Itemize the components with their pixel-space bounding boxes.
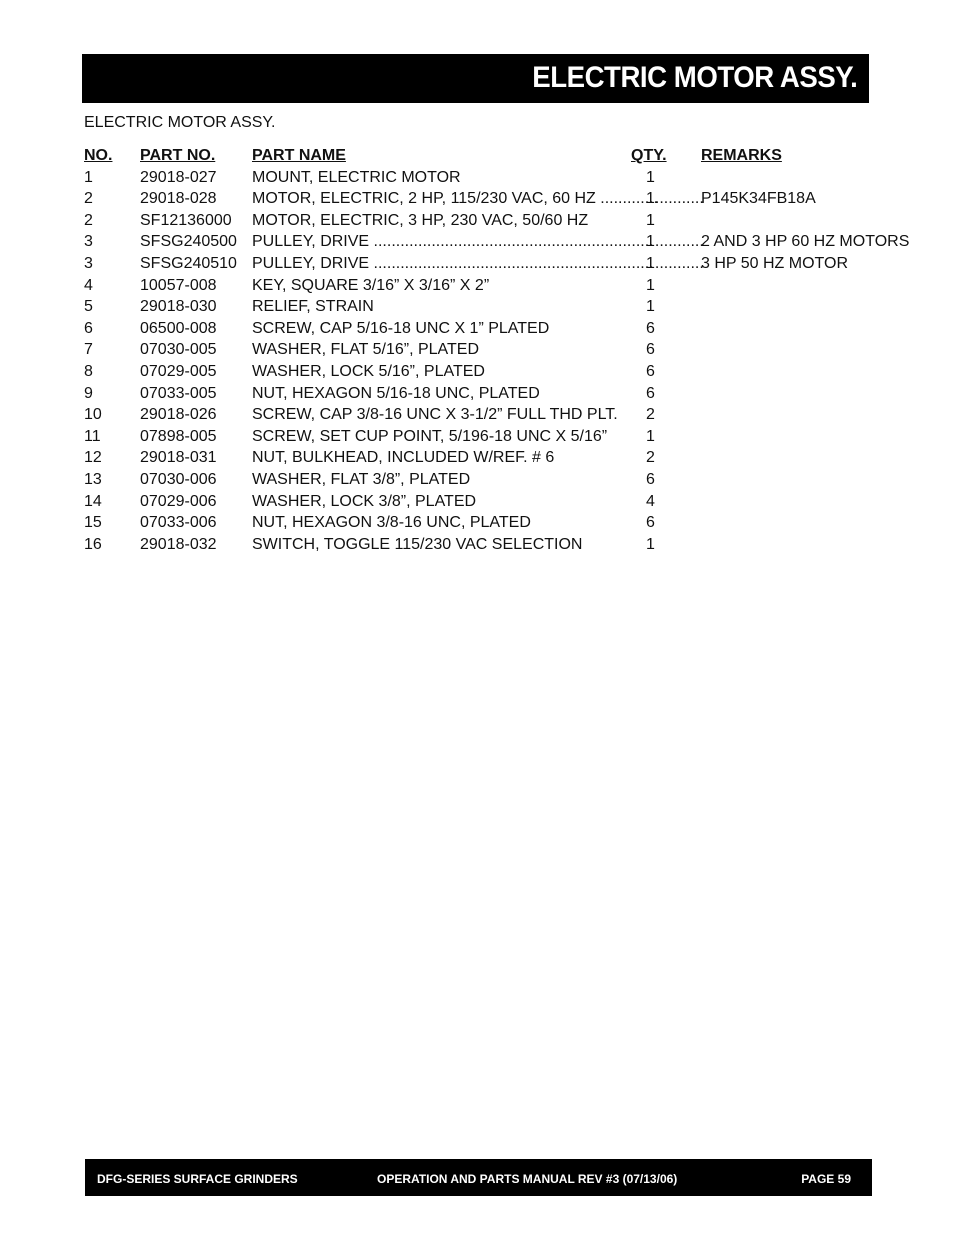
row-part-no: 29018-028 [140, 190, 217, 208]
row-qty: 6 [646, 362, 655, 380]
row-qty: 1 [646, 168, 655, 186]
header-qty: QTY. [631, 147, 667, 164]
row-part-no: SF12136000 [140, 211, 232, 229]
row-part-name: WASHER, FLAT 5/16”, PLATED [252, 341, 480, 359]
title-bar [82, 54, 869, 103]
row-qty: 1 [646, 276, 655, 294]
row-qty: 1........... [646, 254, 704, 272]
row-no: 14 [84, 492, 102, 510]
row-no: 3 [84, 254, 93, 272]
row-part-name: SCREW, CAP 5/16-18 UNC X 1” PLATED [252, 319, 550, 337]
row-part-name: MOUNT, ELECTRIC MOTOR [252, 168, 461, 186]
row-remarks: 3 HP 50 HZ MOTOR [701, 254, 848, 272]
page-title: ELECTRIC MOTOR ASSY. [531, 61, 857, 94]
row-part-no: 29018-031 [140, 449, 217, 467]
row-part-no: SFSG240510 [140, 254, 237, 272]
row-part-name: PULLEY, DRIVE ............................................................... [252, 233, 654, 251]
row-no: 9 [84, 384, 93, 402]
row-part-no: 07898-005 [140, 427, 217, 445]
row-part-no: 29018-030 [140, 298, 217, 316]
row-no: 16 [84, 535, 102, 553]
row-no: 8 [84, 362, 93, 380]
row-qty: 1........... [646, 190, 704, 208]
row-no: 6 [84, 319, 93, 337]
row-no: 2 [84, 190, 93, 208]
row-part-name: WASHER, LOCK 3/8”, PLATED [252, 492, 477, 510]
header-remarks: REMARKS [701, 147, 782, 164]
row-part-name: MOTOR, ELECTRIC, 2 HP, 115/230 VAC, 60 HZ ............. [252, 190, 659, 208]
row-part-name: PULLEY, DRIVE ............................................................... [252, 254, 654, 272]
row-qty: 2 [646, 406, 655, 424]
row-remarks: P145K34FB18A [701, 190, 816, 208]
row-part-no: 06500-008 [140, 319, 217, 337]
row-part-name: SCREW, SET CUP POINT, 5/196-18 UNC X 5/16” [252, 427, 608, 445]
row-part-no: 07030-005 [140, 341, 217, 359]
row-no: 1 [84, 168, 93, 186]
row-part-name: NUT, BULKHEAD, INCLUDED W/REF. # 6 [252, 449, 555, 467]
row-qty: 6 [646, 470, 655, 488]
row-qty: 1........... [646, 233, 704, 251]
row-no: 3 [84, 233, 93, 251]
footer-left: DFG-SERIES SURFACE GRINDERS [97, 1172, 298, 1186]
row-no: 15 [84, 514, 102, 532]
row-qty: 1 [646, 211, 655, 229]
row-no: 11 [84, 427, 101, 445]
row-qty: 2 [646, 449, 655, 467]
row-part-name: MOTOR, ELECTRIC, 3 HP, 230 VAC, 50/60 HZ [252, 211, 589, 229]
row-no: 5 [84, 298, 93, 316]
row-part-no: 07030-006 [140, 470, 217, 488]
row-part-name: WASHER, LOCK 5/16”, PLATED [252, 362, 485, 380]
row-qty: 6 [646, 341, 655, 359]
row-part-no: 10057-008 [140, 276, 217, 294]
footer-bar [85, 1159, 872, 1196]
row-part-no: 29018-032 [140, 535, 217, 553]
row-part-no: 29018-026 [140, 406, 217, 424]
row-part-no: 07029-005 [140, 362, 217, 380]
footer-center: OPERATION AND PARTS MANUAL REV #3 (07/13/06) [377, 1172, 678, 1186]
row-part-name: NUT, HEXAGON 3/8-16 UNC, PLATED [252, 514, 531, 532]
row-part-name: SWITCH, TOGGLE 115/230 VAC SELECTION [252, 535, 583, 553]
row-qty: 4 [646, 492, 655, 510]
row-part-no: 07033-005 [140, 384, 217, 402]
row-no: 10 [84, 406, 102, 424]
row-part-name: NUT, HEXAGON 5/16-18 UNC, PLATED [252, 384, 540, 402]
row-remarks: 2 AND 3 HP 60 HZ MOTORS [701, 233, 910, 251]
row-qty: 1 [646, 298, 655, 316]
row-no: 2 [84, 211, 93, 229]
header-no: NO. [84, 147, 113, 164]
row-part-no: 29018-027 [140, 168, 217, 186]
row-no: 12 [84, 449, 102, 467]
row-no: 7 [84, 341, 93, 359]
row-qty: 1 [646, 535, 655, 553]
row-part-name: RELIEF, STRAIN [252, 298, 374, 316]
header-part-name: PART NAME [252, 147, 346, 164]
row-qty: 1 [646, 427, 655, 445]
row-part-name: WASHER, FLAT 3/8”, PLATED [252, 470, 471, 488]
row-no: 4 [84, 276, 93, 294]
section-subtitle: ELECTRIC MOTOR ASSY. [84, 114, 276, 131]
row-qty: 6 [646, 384, 655, 402]
row-qty: 6 [646, 514, 655, 532]
row-part-name: KEY, SQUARE 3/16” X 3/16” X 2” [252, 276, 490, 294]
row-part-no: 07033-006 [140, 514, 217, 532]
row-part-no: SFSG240500 [140, 233, 237, 251]
row-part-name: SCREW, CAP 3/8-16 UNC X 3-1/2” FULL THD PLT. [252, 406, 618, 424]
row-qty: 6 [646, 319, 655, 337]
row-no: 13 [84, 470, 102, 488]
row-part-no: 07029-006 [140, 492, 217, 510]
header-part-no: PART NO. [140, 147, 216, 164]
footer-page-number: PAGE 59 [801, 1172, 851, 1186]
